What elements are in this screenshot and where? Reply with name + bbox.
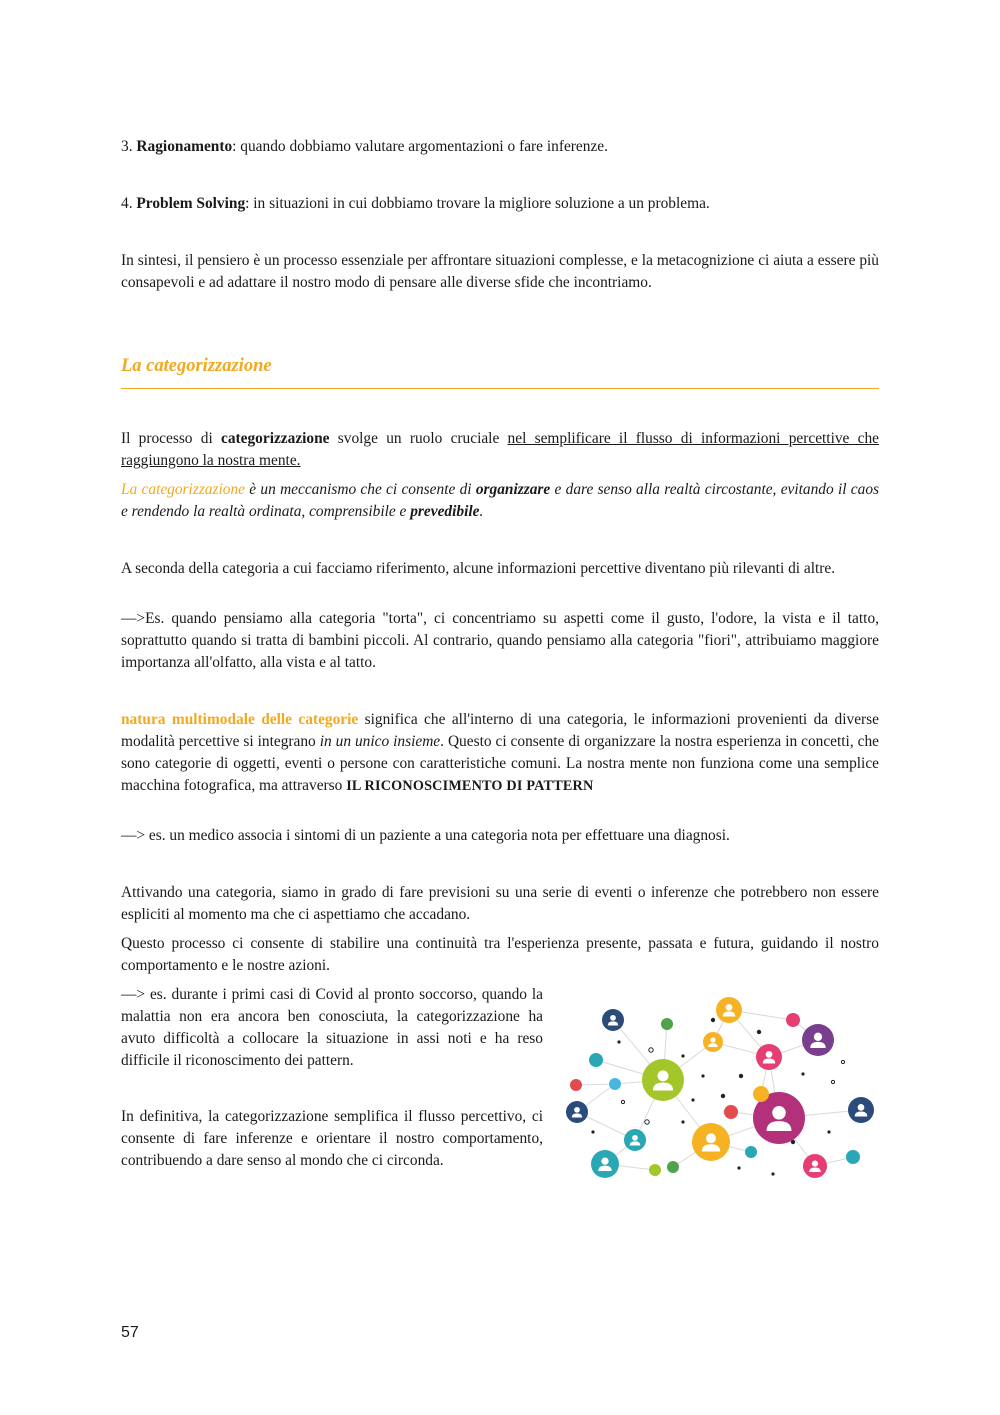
person-node (570, 1079, 582, 1091)
multimodal-paragraph: natura multimodale delle categorie significa che all'interno di una categoria, le informazioni provenienti da diverse modalità percettive si integrano in un unico insieme. Questo ci consente di organizzare la nostra esperienza in concetti, che sono categorie di oggetti, eventi o persone con caratteristiche comuni. La nostra mente non funziona come una semplice macchina fotografica, ma attraverso IL RICONOSCIMENTO DI PATTERN (121, 711, 879, 794)
list-item-problem-solving: 4. Problem Solving: in situazioni in cui dobbiamo trovare la migliore soluzione a un problema. (121, 195, 710, 212)
example-covid-paragraph: —> es. durante i primi casi di Covid al pronto soccorso, quando la malattia non era ancora ben conosciuta, la categorizzazione ha avuto difficoltà a collocare la situazione in assi noti e ha reso difficile il riconoscimento dei pattern. (121, 986, 543, 1069)
definition-paragraph: La categorizzazione è un meccanismo che ci consente di organizzare e dare senso alla realtà circostante, evitando il caos e rendendo la realtà ordinata, comprensibile e prevedibile. (121, 481, 880, 520)
network-dot (739, 1074, 743, 1078)
network-dot (701, 1074, 704, 1077)
example-cake-paragraph: —>Es. quando pensiamo alla categoria "torta", ci concentriamo su aspetti come il gusto, l'odore, la vista e il tatto, soprattutto quando si tratta di bambini piccoli. Al contrario, quando pensiamo alla categoria "fiori", attribuiamo maggiore importanza all'olfatto, alla vista e al tatto. (121, 610, 879, 671)
person-node (802, 1024, 834, 1056)
person-node (756, 1044, 782, 1070)
prediction-paragraph: Attivando una categoria, siamo in grado di fare previsioni su una serie di eventi o inferenze che potrebbero non essere espliciti al momento ma che ci aspettiamo che accadano. (121, 884, 879, 923)
network-dot (801, 1072, 804, 1075)
person-node (642, 1059, 684, 1101)
example-doctor-paragraph: —> es. un medico associa i sintomi di un paziente a una categoria nota per effettuare una diagnosi. (121, 827, 730, 844)
network-dot (649, 1048, 653, 1052)
network-dot (645, 1120, 649, 1124)
network-dot (617, 1040, 620, 1043)
conclusion-paragraph: In definitiva, la categorizzazione semplifica il flusso percettivo, ci consente di fare inferenze e orientare il nostro comportamento, contribuendo a dare senso al mondo che ci circonda. (121, 1108, 543, 1169)
network-dot (681, 1120, 684, 1123)
person-node (591, 1150, 619, 1178)
person-node (848, 1097, 874, 1123)
person-node (602, 1009, 624, 1031)
network-dot (681, 1054, 684, 1057)
highlighted-term: La categorizzazione (121, 481, 245, 498)
person-node (649, 1164, 661, 1176)
person-node (846, 1150, 860, 1164)
heading-divider (121, 388, 879, 389)
underlined-text: nel semplificare il flusso di informazioni percettive che raggiungono la nostra mente. (121, 430, 879, 469)
network-dot (737, 1166, 740, 1169)
person-node (745, 1146, 757, 1158)
person-node (566, 1101, 588, 1123)
network-dot (711, 1018, 715, 1022)
social-network-people-icon (563, 992, 879, 1184)
page-number: 57 (121, 1324, 139, 1341)
network-dot (591, 1130, 594, 1133)
person-node (753, 1086, 769, 1102)
person-node (786, 1013, 800, 1027)
person-node (692, 1123, 730, 1161)
person-node (589, 1053, 603, 1067)
network-dot (831, 1080, 834, 1083)
summary-paragraph: In sintesi, il pensiero è un processo essenziale per affrontare situazioni complesse, e la metacognizione ci aiuta a essere più consapevoli e ad adattare il nostro modo di pensare alle diverse sfide che incontriamo. (121, 252, 879, 291)
person-node (661, 1018, 673, 1030)
network-illustration (563, 992, 879, 1184)
term-ragionamento: Ragionamento (136, 138, 233, 155)
network-dot (827, 1130, 830, 1133)
person-node (716, 997, 742, 1023)
section-heading: La categorizzazione (121, 356, 272, 376)
document-page (121, 0, 879, 1415)
person-node (624, 1129, 646, 1151)
highlighted-term: natura multimodale delle categorie (121, 711, 359, 728)
network-dot (771, 1172, 774, 1175)
continuity-paragraph: Questo processo ci consente di stabilire una continuità tra l'esperienza presente, passata e futura, guidando il nostro comportamento e le nostre azioni. (121, 935, 879, 974)
person-node (609, 1078, 621, 1090)
person-node (724, 1105, 738, 1119)
network-dot (841, 1060, 844, 1063)
network-dot (621, 1100, 624, 1103)
network-dot (691, 1098, 694, 1101)
term-problem-solving: Problem Solving (136, 195, 246, 212)
intro-paragraph: Il processo di categorizzazione svolge un ruolo cruciale nel semplificare il flusso di informazioni percettive che raggiungono la nostra mente. (121, 430, 879, 469)
list-item-reasoning: 3. Ragionamento: quando dobbiamo valutare argomentazioni o fare inferenze. (121, 138, 608, 155)
person-node (803, 1154, 827, 1178)
person-node (667, 1161, 679, 1173)
relevance-paragraph: A seconda della categoria a cui facciamo riferimento, alcune informazioni percettive diventano più rilevanti di altre. (121, 560, 836, 577)
network-dot (757, 1030, 761, 1034)
person-node (703, 1032, 723, 1052)
network-dot (721, 1094, 725, 1098)
